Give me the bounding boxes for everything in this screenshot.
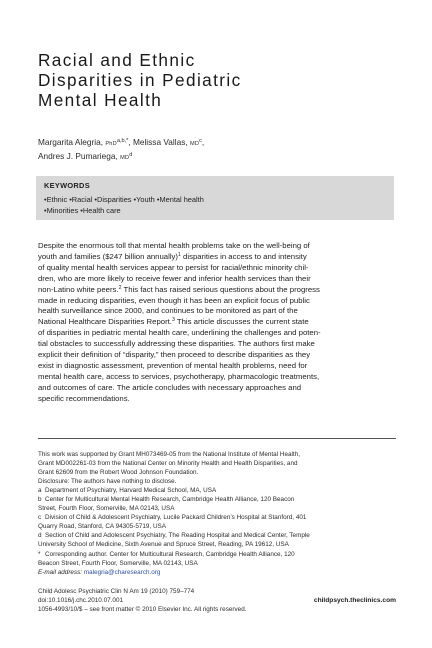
keywords-line [44, 205, 384, 216]
corresponding-author-note-cont: Beacon Street, Fourth Floor, Somerville, MA 02143, USA [38, 559, 198, 567]
affiliation-note-cont: Street, Fourth Floor, Somerville, MA 02143, USA [38, 505, 175, 513]
citation-footer [38, 587, 396, 614]
keyword: • Mental health [155, 195, 204, 204]
reference-marker[interactable]: 1 [178, 251, 181, 258]
affiliation-note-cont: Quarry Road, Stanford, CA 94305-5719, USA [38, 523, 167, 531]
abstract-line: exist in diagnostic assessment, prevention of mental health problems, need for [38, 360, 308, 370]
abstract-paragraph [38, 241, 396, 405]
abstract-line: dren, who are more likely to receive fewer and inferior health services than their [38, 273, 311, 283]
affiliation-text: Department of Psychiatry, Harvard Medical School, MA, USA [45, 487, 217, 495]
keywords-box [36, 176, 394, 220]
affiliation-mark: a [38, 487, 42, 495]
keyword: • Youth [132, 195, 155, 204]
author-degree: MD [120, 155, 130, 161]
title-line: Mental Health [38, 90, 163, 110]
funding-note: Grant MD002261-03 from the National Center on Minority Health and Health Disparities, and [38, 460, 298, 468]
keywords-line [44, 194, 384, 205]
keyword: • Racial [67, 195, 92, 204]
abstract-line [38, 317, 396, 328]
email-link[interactable]: malegria@charesearch.org [83, 568, 161, 576]
abstract-text: This fact has raised serious questions about the progress [121, 284, 320, 294]
abstract-text: This article discusses the current state [174, 317, 309, 327]
footnote-divider [38, 438, 396, 439]
reference-marker[interactable]: 2 [118, 284, 122, 291]
affiliation-text: Division of Child & Adolescent Psychiatry, Lucile Packard Children’s Hospital at Stanford, 401 [45, 514, 307, 522]
author-degree: PhD [105, 141, 117, 147]
email-line [38, 568, 396, 577]
author-separator: , [201, 137, 205, 147]
title-line: Racial and Ethnic [38, 50, 196, 70]
affiliation-note [38, 486, 396, 495]
abstract-text: National Healthcare Disparities Report. [38, 317, 172, 327]
abstract-line: Despite the enormous toll that mental health problems take on the well-being of [38, 241, 310, 250]
doi[interactable]: doi:10.1016/j.chc.2010.07.001 [38, 597, 124, 605]
abstract-line: tial obstacles to successfully addressing these disparities. The authors first make [38, 339, 315, 349]
affiliation-marker[interactable]: d [129, 152, 133, 158]
abstract-line: of disparities in pediatric mental health care, underlining the challenges and poten- [38, 328, 321, 338]
abstract-text: non-Latino white peers. [38, 284, 119, 294]
affiliation-marker[interactable]: c [199, 138, 202, 144]
abstract-line [38, 285, 396, 296]
affiliation-note [38, 513, 396, 522]
author-degree: MD [189, 141, 200, 147]
keywords-list [44, 194, 384, 216]
affiliation-note-cont: University School of Medicine, Sixth Avenue and Spruce Street, Reading, PA 19612, USA [38, 541, 289, 549]
article-title [38, 50, 398, 110]
keyword: • Minorities [44, 206, 78, 215]
funding-note: Grant 62609 from the Robert Wood Johnson Foundation. [38, 469, 199, 477]
corresponding-author-note [38, 550, 396, 559]
keywords-heading: KEYWORDS [44, 181, 90, 190]
corresponding-mark: * [38, 550, 41, 558]
abstract-text: disparities in access to and intensity [180, 251, 307, 261]
author-line [38, 136, 398, 150]
title-line: Disparities in Pediatric [38, 70, 242, 90]
affiliation-note [38, 495, 396, 504]
keyword: • Ethnic [44, 195, 67, 204]
abstract-line: and outcomes of care. The article concludes with necessary approaches and [38, 382, 302, 392]
abstract-line: of quality mental health services appear to persist for racial/ethnic minority chil- [38, 262, 309, 272]
affiliation-text: Section of Child and Adolescent Psychiatry, The Reading Hospital and Medical Center, Temple [45, 532, 310, 540]
disclosure-note: Disclosure: The authors have nothing to disclose. [38, 478, 177, 486]
affiliation-marker[interactable]: a,b,* [116, 138, 129, 144]
affiliation-mark: d [38, 532, 42, 540]
author-list [38, 136, 398, 164]
affiliation-mark: c [38, 514, 42, 522]
abstract-line: explicit their definition of “disparity,” then proceed to describe disparities as they [38, 350, 311, 360]
abstract-line: health surveillance since 2000, and continues to be monitored as part of the [38, 306, 298, 316]
funding-note: This work was supported by Grant MH073469-05 from the National Institute of Mental Health, [38, 451, 300, 458]
abstract-line: made in reducing disparities, even though it has been an explicit focus of public [38, 295, 310, 305]
author-name: Margarita Alegria, [38, 137, 106, 147]
affiliation-mark: b [38, 496, 42, 504]
author-name: , Melissa Vallas, [128, 137, 190, 147]
affiliation-text: Center for Multicultural Mental Health Research, Cambridge Health Alliance, 120 Beacon [45, 496, 295, 504]
abstract-text: youth and families ($247 billion annually) [38, 251, 179, 261]
affiliation-note [38, 531, 396, 540]
abstract-line [38, 252, 396, 263]
keyword: • Health care [78, 206, 120, 215]
journal-website-link[interactable]: childpsych.theclinics.com [313, 597, 396, 604]
corresponding-text: Corresponding author. Center for Multicultural Research, Cambridge Health Alliance, 120 [45, 550, 295, 558]
author-line [38, 150, 398, 164]
copyright-line: 1056-4993/10/$ – see front matter © 2010 Elsevier Inc. All rights reserved. [38, 606, 247, 614]
author-name: Andres J. Pumariega, [38, 151, 121, 161]
reference-marker[interactable]: 3 [171, 317, 175, 324]
journal-citation: Child Adolesc Psychiatric Clin N Am 19 (2010) 759–774 [38, 588, 195, 595]
abstract-line: mental health care, access to services, psychotherapy, pharmacologic treatments, [38, 371, 320, 381]
email-label: E-mail address: [38, 568, 83, 576]
abstract-line: specific recommendations. [38, 393, 130, 403]
footnotes [38, 450, 396, 577]
keyword: • Disparities [92, 195, 131, 204]
